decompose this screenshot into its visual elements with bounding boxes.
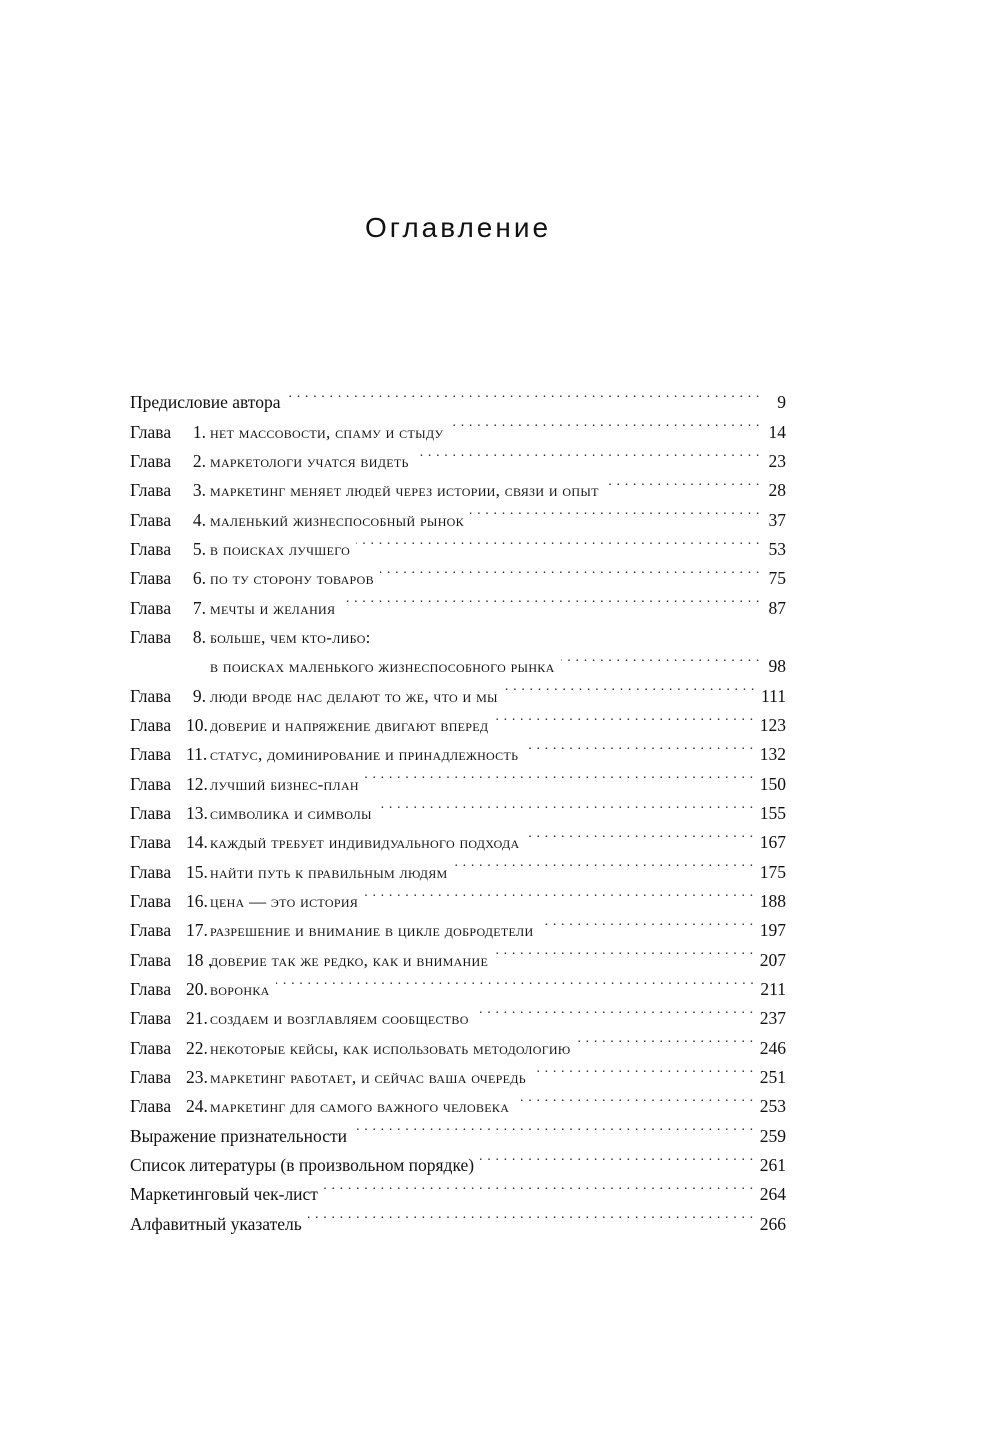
- page-number: 259: [759, 1125, 786, 1146]
- chapter-word: Глава: [130, 832, 172, 853]
- toc-entry-title: мечты и желания: [210, 598, 336, 618]
- chapter-label: [130, 828, 206, 857]
- toc-entry-title: лучший бизнес-план: [210, 774, 359, 794]
- chapter-word: Глава: [130, 744, 172, 765]
- chapter-number: 24.: [186, 1096, 208, 1117]
- toc-entry-title: каждый требует индивидуального подхода: [210, 833, 520, 853]
- toc-entry: [130, 379, 786, 413]
- dot-leader: [605, 467, 760, 496]
- dot-leader: [504, 672, 755, 701]
- chapter-word: Глава: [130, 890, 172, 911]
- chapter-label: [130, 975, 206, 1004]
- chapter-number: 12.: [186, 773, 208, 794]
- chapter-label: [130, 535, 206, 564]
- chapter-number: 23.: [186, 1066, 208, 1087]
- toc-entry-title: воронка: [210, 979, 270, 999]
- toc-entry-title: некоторые кейсы, как использовать методологию: [210, 1038, 571, 1058]
- page-number: 37: [768, 509, 786, 530]
- toc-entry-title: по ту сторону товаров: [210, 569, 374, 589]
- chapter-label: [130, 1063, 206, 1092]
- chapter-label: [130, 916, 206, 945]
- page-number: 14: [768, 421, 786, 442]
- dot-leader: [525, 819, 753, 848]
- dot-leader: [532, 1054, 754, 1083]
- page-number: 207: [759, 949, 786, 970]
- page-number: 123: [759, 714, 786, 735]
- chapter-label: [130, 740, 206, 769]
- chapter-word: Глава: [130, 1008, 172, 1029]
- toc-entry-title: разрешение и внимание в цикле добродетели: [210, 921, 534, 941]
- chapter-label: [130, 447, 206, 476]
- page-number: 28: [768, 480, 786, 501]
- chapter-label: [130, 418, 206, 447]
- chapter-label: [130, 476, 206, 505]
- chapter-number: 21.: [186, 1008, 208, 1029]
- toc-entry-title: создаем и возглавляем сообщество: [210, 1009, 469, 1029]
- dot-leader: [539, 907, 753, 936]
- chapter-label: [130, 1092, 206, 1121]
- chapter-word: Глава: [130, 861, 172, 882]
- chapter-label: [130, 623, 206, 652]
- chapter-label: [130, 799, 206, 828]
- dot-leader: [380, 555, 760, 584]
- toc-entry-title: доверие и напряжение двигают вперед: [210, 715, 489, 735]
- chapter-word: Глава: [130, 538, 172, 559]
- chapter-number: 16.: [186, 890, 208, 911]
- chapter-number: 13.: [186, 802, 208, 823]
- toc-entry-title: больше, чем кто-либо:: [210, 627, 371, 647]
- dot-leader: [324, 1171, 754, 1200]
- dot-leader: [378, 790, 754, 819]
- toc-entry-title: найти путь к правильным людям: [210, 862, 448, 882]
- page-number: 175: [759, 861, 786, 882]
- toc-entry-title: Алфавитный указатель: [130, 1213, 302, 1234]
- chapter-word: Глава: [130, 920, 172, 941]
- toc-entry-title: статус, доминирование и принадлежность: [210, 745, 519, 765]
- toc-entry-title: нет массовости, спаму и стыду: [210, 422, 444, 442]
- page-number: 197: [759, 920, 786, 941]
- dot-leader: [524, 731, 753, 760]
- toc-entry-title: Предисловие автора: [130, 392, 281, 413]
- page-number: 98: [768, 656, 786, 677]
- chapter-number: 3.: [192, 480, 206, 501]
- chapter-word: Глава: [130, 597, 172, 618]
- dot-leader: [577, 1024, 754, 1053]
- page-number: 53: [768, 538, 786, 559]
- dot-leader: [341, 584, 760, 613]
- chapter-word: Глава: [130, 1037, 172, 1058]
- dot-leader: [415, 438, 760, 467]
- chapter-word: Глава: [130, 626, 172, 647]
- dot-leader: [287, 379, 761, 408]
- chapter-number: 7.: [192, 597, 206, 618]
- toc-entry-title: люди вроде нас делают то же, что и мы: [210, 686, 498, 706]
- toc-entry-title: доверие так же редко, как и внимание: [210, 950, 489, 970]
- chapter-number: 22.: [186, 1037, 208, 1058]
- toc-entry-title: в поисках лучшего: [210, 539, 351, 559]
- chapter-number: 10.: [186, 714, 208, 735]
- page-number: 23: [768, 450, 786, 471]
- page-number: 188: [759, 890, 786, 911]
- page-title: Оглавление: [364, 212, 552, 243]
- page-number: 111: [761, 685, 786, 706]
- page-number: 75: [768, 568, 786, 589]
- dot-leader: [276, 966, 755, 995]
- dot-leader: [353, 1112, 754, 1141]
- page-number: 167: [759, 832, 786, 853]
- toc-entry-title: маркетологи учатся видеть: [210, 451, 409, 471]
- chapter-label: [130, 770, 206, 799]
- chapter-word: Глава: [130, 450, 172, 471]
- toc-entry-title: Выражение признательности: [130, 1125, 347, 1146]
- chapter-number: 6.: [192, 568, 206, 589]
- dot-leader: [364, 878, 754, 907]
- chapter-word: Глава: [130, 509, 172, 530]
- dot-leader: [449, 408, 760, 437]
- page-number: 87: [768, 597, 786, 618]
- dot-leader: [475, 995, 754, 1024]
- chapter-label: [130, 1034, 206, 1063]
- page-number: 264: [759, 1184, 786, 1205]
- chapter-word: Глава: [130, 802, 172, 823]
- chapter-label: [130, 682, 206, 711]
- chapter-number: 4.: [192, 509, 206, 530]
- chapter-label: [130, 946, 213, 975]
- page-number: 150: [759, 773, 786, 794]
- chapter-number: 2.: [192, 450, 206, 471]
- toc-entry-title: Маркетинговый чек-лист: [130, 1184, 318, 1205]
- chapter-word: Глава: [130, 773, 172, 794]
- chapter-word: Глава: [130, 1096, 172, 1117]
- chapter-word: Глава: [130, 480, 172, 501]
- page-number: 266: [759, 1213, 786, 1234]
- chapter-word: Глава: [130, 949, 172, 970]
- page-number: 237: [759, 1008, 786, 1029]
- chapter-word: Глава: [130, 685, 172, 706]
- toc-entry-title: в поисках маленького жизнеспособного рынка: [210, 657, 555, 677]
- chapter-number: 11.: [186, 744, 208, 765]
- table-of-contents: [130, 379, 786, 1234]
- chapter-word: Глава: [130, 1066, 172, 1087]
- toc-entry-title: маленький жизнеспособный рынок: [210, 510, 464, 530]
- chapter-label: [130, 564, 206, 593]
- dot-leader: [494, 702, 753, 731]
- chapter-label: [130, 711, 206, 740]
- dot-leader: [308, 1200, 754, 1229]
- page-number: 251: [759, 1066, 786, 1087]
- chapter-number: 9.: [192, 685, 206, 706]
- chapter-number: 14.: [186, 832, 208, 853]
- dot-leader: [365, 760, 754, 789]
- chapter-label: [130, 594, 206, 623]
- dot-leader: [561, 643, 760, 672]
- toc-entry-title: маркетинг работает, и сейчас ваша очередь: [210, 1067, 526, 1087]
- dot-leader: [453, 848, 753, 877]
- chapter-number: 20.: [186, 978, 208, 999]
- chapter-word: Глава: [130, 714, 172, 735]
- toc-entry-title: цена — это история: [210, 891, 359, 911]
- chapter-number: 15.: [186, 861, 208, 882]
- chapter-label: [130, 1004, 206, 1033]
- dot-leader: [356, 526, 760, 555]
- chapter-label: [130, 506, 206, 535]
- chapter-label: [130, 887, 206, 916]
- page-number: 9: [777, 392, 786, 413]
- page-number: 253: [759, 1096, 786, 1117]
- dot-leader: [515, 1083, 754, 1112]
- page-number: 246: [759, 1037, 786, 1058]
- page-number: 211: [760, 978, 786, 999]
- dot-leader: [494, 936, 754, 965]
- chapter-label: [130, 858, 206, 887]
- dot-leader: [480, 1142, 754, 1171]
- chapter-word: Глава: [130, 978, 172, 999]
- page-number: 155: [759, 802, 786, 823]
- toc-entry-title: маркетинг для самого важного человека: [210, 1097, 510, 1117]
- chapter-number: 5.: [192, 538, 206, 559]
- chapter-word: Глава: [130, 568, 172, 589]
- chapter-number: 1.: [192, 421, 206, 442]
- chapter-number: 17.: [186, 920, 208, 941]
- chapter-number: 8.: [192, 626, 206, 647]
- toc-entry-title: Список литературы (в произвольном порядке): [130, 1154, 475, 1175]
- page-number: 261: [759, 1154, 786, 1175]
- chapter-word: Глава: [130, 421, 172, 442]
- toc-entry-title: символика и символы: [210, 803, 372, 823]
- page-number: 132: [759, 744, 786, 765]
- chapter-number: 18 .: [186, 949, 213, 970]
- dot-leader: [470, 496, 760, 525]
- toc-entry-title: маркетинг меняет людей через истории, связи и опыт: [210, 481, 599, 501]
